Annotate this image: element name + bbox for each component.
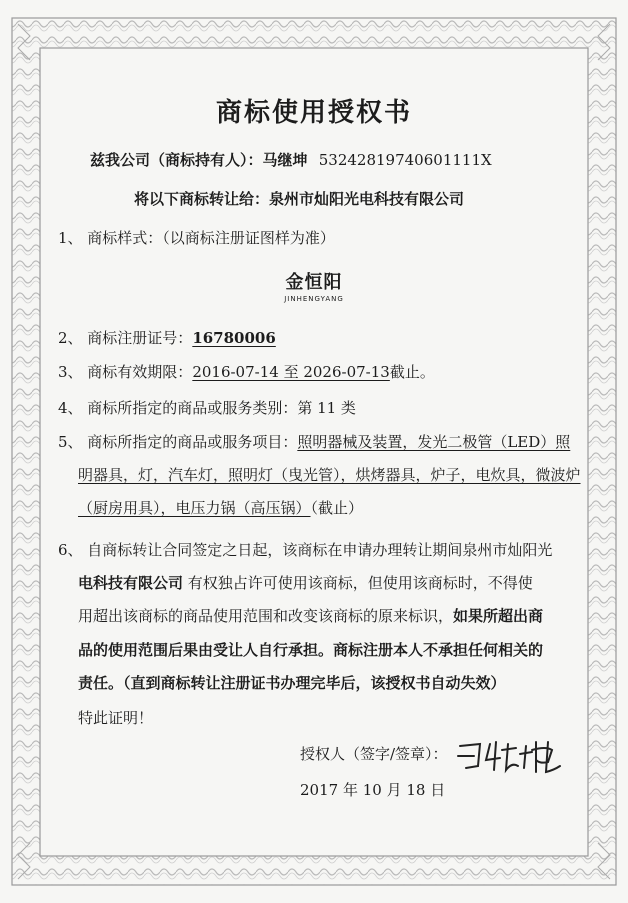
item-6-line-1: 6、 自商标转让合同签定之日起，该商标在申请办理转让期间泉州市灿阳光 bbox=[58, 541, 553, 559]
item-5-line-3 bbox=[78, 498, 363, 518]
holder-prefix: 兹我公司（商标持有人）：马继坤 bbox=[90, 151, 308, 169]
item-6-line-2 bbox=[78, 573, 533, 593]
item-5-line-2: 明器具，灯，汽车灯，照明灯（曳光管），烘烤器具，炉子，电炊具，微波炉 bbox=[78, 466, 581, 484]
item-3-suffix: 截止。 bbox=[389, 363, 435, 381]
holder-id: 53242819740601111X bbox=[318, 151, 492, 169]
item-6-text-2: 有权独占许可使用该商标，但使用该商标时，不得使 bbox=[183, 574, 533, 592]
transfer-line: 将以下商标转让给：泉州市灿阳光电科技有限公司 bbox=[134, 190, 465, 208]
item-6-line-3 bbox=[78, 606, 543, 626]
logo-brand-cn: 金恒阳 bbox=[285, 272, 343, 293]
item-6-line-4: 品的使用范围后果由受让人自行承担。商标注册本人不承担任何相关的 bbox=[78, 641, 544, 659]
item-5-line-1 bbox=[58, 432, 570, 452]
document-title: 商标使用授权书 bbox=[215, 98, 412, 128]
item-3-label: 3、 商标有效期限： bbox=[58, 363, 193, 381]
trademark-logo bbox=[0, 268, 628, 303]
item-6-line-5: 责任。（直到商标转让注册证书办理完毕后，该授权书自动失效） bbox=[78, 674, 506, 692]
item-5-suffix: （截止） bbox=[310, 499, 364, 517]
holder-line bbox=[90, 150, 492, 170]
date: 2017 年 10 月 18 日 bbox=[300, 781, 446, 799]
logo-brand-en: JINHENGYANG bbox=[284, 295, 344, 303]
item-5-text-3: （厨房用具），电压力锅（高压锅） bbox=[78, 499, 311, 517]
item-2 bbox=[58, 328, 276, 348]
item-3-value: 2016-07-14 至 2026-07-13 bbox=[192, 363, 390, 381]
item-6-text-3a: 用超出该商标的商品使用范围和改变该商标的原来标识， bbox=[78, 607, 454, 625]
item-6-company: 电科技有限公司 bbox=[78, 574, 184, 592]
authorizer-label: 授权人（签字/签章）： bbox=[300, 745, 448, 763]
handwritten-signature bbox=[456, 736, 566, 776]
item-5-text-1: 照明器械及装置，发光二极管（LED）照 bbox=[297, 433, 571, 451]
item-6-text-3b: 如果所超出商 bbox=[453, 607, 544, 625]
item-5-label: 5、 商标所指定的商品或服务项目： bbox=[58, 433, 298, 451]
item-4: 4、 商标所指定的商品或服务类别：第 11 类 bbox=[58, 399, 356, 417]
item-2-label: 2、 商标注册证号： bbox=[58, 329, 193, 347]
item-1: 1、 商标样式：（以商标注册证图样为准） bbox=[58, 229, 335, 247]
item-2-value: 16780006 bbox=[192, 329, 276, 347]
item-3 bbox=[58, 362, 435, 382]
closing-text: 特此证明！ bbox=[78, 709, 154, 727]
